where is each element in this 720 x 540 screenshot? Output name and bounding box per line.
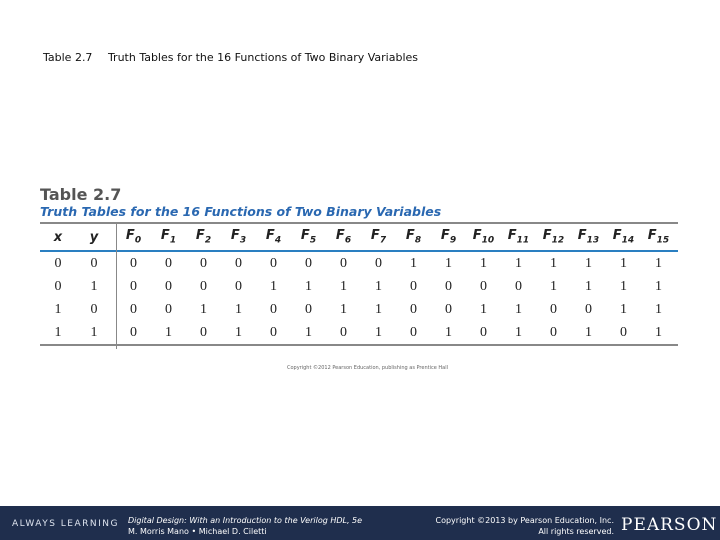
table-cell: 1 [585,255,592,271]
table-cell: 1 [305,278,312,294]
table-cell: 0 [410,278,417,294]
table-cell: 0 [340,255,347,271]
column-header: y [89,229,99,245]
table-header-row [40,224,678,250]
table-cell: 1 [585,324,592,340]
table-cell: 0 [550,324,557,340]
table-cell: 0 [130,301,137,317]
table-cell: 1 [515,301,522,317]
column-header: $F_7$ [370,228,387,246]
table-cell: 0 [480,324,487,340]
table-cell: 1 [515,255,522,271]
table-cell: 1 [375,301,382,317]
footer-book-info [128,515,362,537]
column-header: $F_{15}$ [647,228,670,246]
table-cell: 0 [130,278,137,294]
column-header: $F_8$ [405,228,422,246]
column-header: $F_4$ [265,228,282,246]
slide-caption-number: Table 2.7 [43,51,93,64]
table-cell: 1 [655,278,662,294]
table-cell: 1 [620,278,627,294]
table-cell: 1 [200,301,207,317]
table-cell: 0 [305,301,312,317]
table-cell: 0 [620,324,627,340]
column-header: $F_{12}$ [542,228,565,246]
column-header: $F_5$ [300,228,317,246]
table-cell: 0 [270,255,277,271]
slide-caption-title: Truth Tables for the 16 Functions of Two Binary Variables [107,51,418,64]
table-cell: 1 [655,301,662,317]
table-cell: 0 [165,278,172,294]
table-cell: 0 [270,324,277,340]
table-cell: 1 [340,301,347,317]
column-header: $F_6$ [335,228,352,246]
column-header: x [53,229,63,245]
table-cell: 0 [200,255,207,271]
table-cell: 1 [480,301,487,317]
table-cell: 0 [445,301,452,317]
table-cell: 0 [235,255,242,271]
table-cell: 1 [445,255,452,271]
slide-caption [43,51,418,64]
image-copyright: Copyright ©2012 Pearson Education, publishing as Prentice Hall [287,365,448,371]
table-cell: 1 [340,278,347,294]
column-header: $F_3$ [230,228,247,246]
table-bottom-rule [40,344,678,346]
table-cell: 0 [410,301,417,317]
table-body [40,252,678,344]
table-cell: 1 [90,278,98,294]
table-cell: 0 [445,278,452,294]
column-header: $F_{14}$ [612,228,635,246]
table-cell: 0 [90,301,98,317]
table-cell: 1 [54,324,62,340]
table-cell: 1 [550,255,557,271]
table-row [40,275,678,298]
column-header: $F_1$ [160,228,177,246]
table-cell: 0 [130,255,137,271]
table-cell: 1 [375,324,382,340]
table-cell: 0 [130,324,137,340]
table-cell: 0 [480,278,487,294]
column-header: $F_0$ [125,228,142,246]
table-cell: 1 [235,301,242,317]
footer-tagline: ALWAYS LEARNING [12,519,119,529]
column-header: $F_9$ [440,228,457,246]
column-header: $F_{11}$ [507,228,530,246]
table-cell: 0 [165,301,172,317]
table-column-separator [116,224,117,349]
table-cell: 1 [270,278,277,294]
table-cell: 1 [375,278,382,294]
table-cell: 1 [620,301,627,317]
table-cell: 1 [54,301,62,317]
footer-book-authors: M. Morris Mano • Michael D. Ciletti [128,527,267,536]
column-header: $F_{10}$ [472,228,495,246]
footer-bar [0,506,720,540]
table-row [40,321,678,344]
book-table-heading [40,186,441,220]
book-table-number: Table 2.7 [40,185,122,204]
table-cell: 1 [90,324,98,340]
table-cell: 0 [54,278,62,294]
table-cell: 0 [235,278,242,294]
table-cell: 1 [410,255,417,271]
table-cell: 0 [54,255,62,271]
table-cell: 1 [515,324,522,340]
table-cell: 1 [655,324,662,340]
pearson-logo: PEARSON [621,515,718,535]
table-cell: 0 [410,324,417,340]
table-cell: 0 [165,255,172,271]
table-cell: 1 [655,255,662,271]
table-cell: 1 [165,324,172,340]
table-row [40,252,678,275]
table-cell: 0 [375,255,382,271]
table-cell: 0 [340,324,347,340]
table-cell: 1 [235,324,242,340]
table-cell: 1 [620,255,627,271]
table-cell: 0 [270,301,277,317]
column-header: $F_2$ [195,228,212,246]
book-table-title: Truth Tables for the 16 Functions of Two Binary Variables [40,204,442,219]
table-cell: 0 [90,255,98,271]
table-cell: 0 [585,301,592,317]
table-cell: 0 [550,301,557,317]
footer-copyright [414,515,614,537]
table-cell: 1 [305,324,312,340]
footer-copyright-line1: Copyright ©2013 by Pearson Education, Inc. [435,516,614,525]
table-cell: 0 [305,255,312,271]
footer-copyright-line2: All rights reserved. [538,527,614,536]
truth-table [40,222,678,346]
column-header: $F_{13}$ [577,228,600,246]
table-cell: 1 [480,255,487,271]
table-cell: 0 [515,278,522,294]
table-cell: 1 [550,278,557,294]
table-row [40,298,678,321]
table-cell: 0 [200,278,207,294]
table-cell: 0 [200,324,207,340]
footer-book-title: Digital Design: With an Introduction to the Verilog HDL, 5e [128,516,363,525]
table-cell: 1 [585,278,592,294]
table-cell: 1 [445,324,452,340]
